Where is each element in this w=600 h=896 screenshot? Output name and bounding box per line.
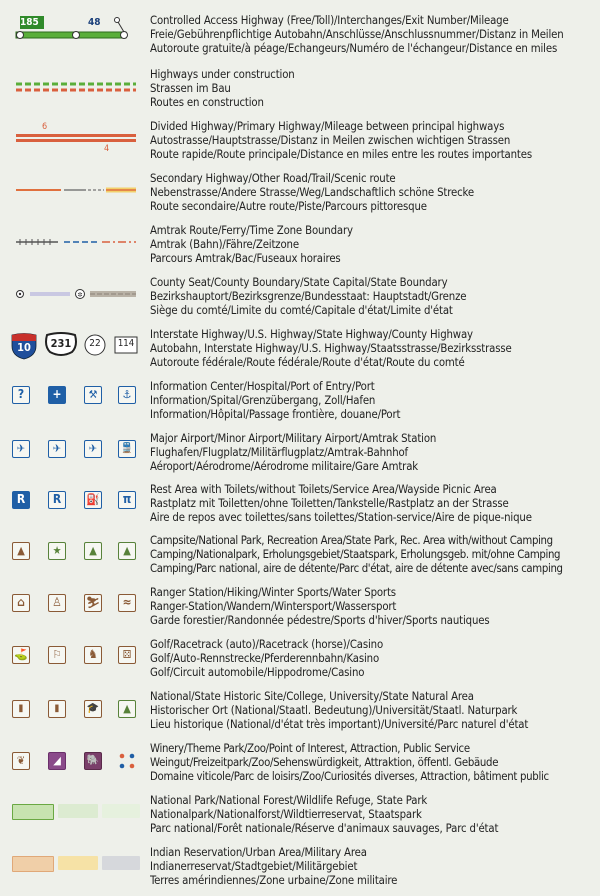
text-english: Controlled Access Highway (Free/Toll)/Interchanges/Exit Number/Mileage: [150, 14, 509, 27]
exit-number-label: 185: [20, 17, 39, 28]
mileage-label: 48: [88, 17, 101, 28]
text-english: Winery/Theme Park/Zoo/Point of Interest, Attraction, Public Service: [150, 742, 470, 755]
state-park-no-camping-icon: ▲: [118, 542, 136, 560]
text-german: Freie/Gebührenpflichtige Autobahn/Anschlüsse/Anschlussnummer/Distanz in Meilen: [150, 28, 564, 41]
legend-row-rest-area: [0, 483, 600, 529]
county-boundary-symbol: [6, 276, 146, 320]
legend-text: [150, 224, 598, 266]
ranger-station-icon: ⌂: [12, 594, 30, 612]
text-german: Flughafen/Flugplatz/Militärflugplatz/Amtrak-Bahnhof: [150, 446, 408, 459]
state-historic-site-icon: ▮: [48, 700, 66, 718]
legend-text: [150, 846, 598, 888]
text-french: Route rapide/Route principale/Distance en miles entre les routes importantes: [150, 148, 532, 161]
text-german: Amtrak (Bahn)/Fähre/Zeitzone: [150, 238, 299, 251]
legend-row-national-park: [0, 794, 600, 840]
text-english: Interstate Highway/U.S. Highway/State Highway/County Highway: [150, 328, 473, 341]
legend-text: [150, 690, 598, 732]
construction-symbol: [6, 68, 146, 112]
text-french: Domaine viticole/Parc de loisirs/Zoo/Curiosités diverses, Attraction, bâtiment public: [150, 770, 549, 783]
text-german: Rastplatz mit Toiletten/ohne Toiletten/Tankstelle/Rastplatz an der Strasse: [150, 497, 509, 510]
text-french: Parcours Amtrak/Bac/Fuseaux horaires: [150, 252, 341, 265]
legend-text: [150, 68, 598, 110]
text-french: Autoroute fédérale/Route fédérale/Route d'état/Route du comté: [150, 356, 465, 369]
legend-text: [150, 638, 598, 680]
text-german: Weingut/Freizeitpark/Zoo/Sehenswürdigkeit, Attraktion, öffentl. Gebäude: [150, 756, 499, 769]
text-german: Ranger-Station/Wandern/Wintersport/Wassersport: [150, 600, 397, 613]
hiking-icon: ♙: [48, 594, 66, 612]
svg-text:✲: ✲: [77, 291, 83, 299]
wildlife-refuge-swatch: [102, 804, 140, 818]
text-german: Information/Spital/Grenzübergang, Zoll/Hafen: [150, 394, 376, 407]
legend-text: [150, 483, 598, 525]
text-french: Terres amérindiennes/Zone urbaine/Zone militaire: [150, 874, 398, 887]
zoo-icon: 🐘: [84, 752, 102, 770]
winter-sports-icon: ⛷: [84, 594, 102, 612]
legend-text: [150, 794, 598, 836]
text-english: Rest Area with Toilets/without Toilets/Service Area/Wayside Picnic Area: [150, 483, 497, 496]
text-french: Garde forestier/Randonnée pédestre/Sports d'hiver/Sports nautiques: [150, 614, 490, 627]
text-french: Siège du comté/Limite du comté/Capitale d'état/Limite d'état: [150, 304, 453, 317]
text-french: Camping/Parc national, aire de détente/Parc d'état, aire de détente avec/sans camping: [150, 562, 563, 575]
rest-area-toilets-icon: R: [12, 491, 30, 509]
hospital-icon: +: [48, 386, 66, 404]
legend-row-information: [0, 380, 600, 426]
legend-row-golf: [0, 638, 600, 684]
information-icon: ?: [12, 386, 30, 404]
text-german: Camping/Nationalpark, Erholungsgebiet/Staatspark, Erholungsgeb. mit/ohne Camping: [150, 548, 561, 561]
us-highway-number: 231: [50, 337, 72, 350]
legend-row-historic: [0, 690, 600, 736]
point-of-interest-icon: [118, 752, 136, 770]
text-german: Autostrasse/Hauptstrasse/Distanz in Meilen zwischen wichtigen Strassen: [150, 134, 511, 147]
auto-racetrack-icon: ⚐: [48, 646, 66, 664]
text-french: Lieu historique (National/d'état très important)/Université/Parc naturel d'état: [150, 718, 529, 731]
picnic-area-icon: π: [118, 491, 136, 509]
indian-reservation-swatch: [12, 856, 54, 872]
legend-text: [150, 172, 598, 214]
service-area-icon: ⛽: [84, 491, 102, 509]
legend-row-amtrak: [0, 224, 600, 268]
amtrak-station-icon: 🚆: [118, 440, 136, 458]
text-english: Divided Highway/Primary Highway/Mileage between principal highways: [150, 120, 505, 133]
text-german: Historischer Ort (National/Staatl. Bedeutung)/Universität/Staatl. Naturpark: [150, 704, 518, 717]
theme-park-icon: ◢: [48, 752, 66, 770]
legend-row-county: [0, 276, 600, 320]
amtrak-route-symbol: [6, 224, 146, 268]
text-german: Golf/Auto-Rennstrecke/Pferderennbahn/Kasino: [150, 652, 380, 665]
text-german: Nationalpark/Nationalforst/Wildtierreservat, Staatspark: [150, 808, 422, 821]
text-french: Parc national/Forêt nationale/Réserve d'animaux sauvages, Parc d'état: [150, 822, 499, 835]
casino-icon: ⚄: [118, 646, 136, 664]
text-french: Routes en construction: [150, 96, 264, 109]
national-park-swatch: [12, 804, 54, 820]
legend-text: [150, 586, 598, 628]
major-airport-icon: ✈: [12, 440, 30, 458]
interstate-number: 10: [17, 341, 31, 354]
winery-icon: ❦: [12, 752, 30, 770]
text-english: Information Center/Hospital/Port of Entry/Port: [150, 380, 375, 393]
text-german: Autobahn, Interstate Highway/U.S. Highway/Staatsstrasse/Bezirksstrasse: [150, 342, 512, 355]
text-french: Aéroport/Aérodrome/Aérodrome militaire/Gare Amtrak: [150, 460, 419, 473]
water-sports-icon: ≈: [118, 594, 136, 612]
legend-text: [150, 432, 598, 474]
minor-airport-icon: ✈: [48, 440, 66, 458]
text-english: National/State Historic Site/College, University/State Natural Area: [150, 690, 474, 703]
rest-area-no-toilets-icon: R: [48, 491, 66, 509]
urban-area-swatch: [58, 856, 98, 870]
text-english: Golf/Racetrack (auto)/Racetrack (horse)/Casino: [150, 638, 384, 651]
legend-text: [150, 380, 598, 422]
military-airport-icon: ✈: [84, 440, 102, 458]
legend-text: [150, 14, 598, 56]
county-highway-number: 114: [117, 338, 135, 349]
text-english: Campsite/National Park, Recreation Area/State Park, Rec. Area with/without Camping: [150, 534, 553, 547]
legend-row-construction: [0, 68, 600, 112]
legend-row-winery: [0, 742, 600, 788]
state-natural-area-icon: ▲: [118, 700, 136, 718]
mileage-top: 6: [42, 122, 48, 132]
text-english: Major Airport/Minor Airport/Military Airport/Amtrak Station: [150, 432, 437, 445]
text-german: Nebenstrasse/Andere Strasse/Weg/Landschaftlich schöne Strecke: [150, 186, 474, 199]
legend-row-campsite: [0, 534, 600, 580]
legend-row-secondary: [0, 172, 600, 216]
text-german: Indianerreservat/Stadtgebiet/Militärgebiet: [150, 860, 358, 873]
university-icon: 🎓: [84, 700, 102, 718]
campsite-icon: ▲: [12, 542, 30, 560]
national-forest-swatch: [58, 804, 98, 818]
text-english: Indian Reservation/Urban Area/Military Area: [150, 846, 367, 859]
text-french: Aire de repos avec toilettes/sans toilettes/Station-service/Aire de pique-nique: [150, 511, 532, 524]
horse-racetrack-icon: ♞: [84, 646, 102, 664]
text-german: Bezirkshauptort/Bezirksgrenze/Bundesstaat: Hauptstadt/Grenze: [150, 290, 467, 303]
state-highway-number: 22: [89, 338, 101, 349]
legend-text: [150, 120, 598, 162]
text-english: County Seat/County Boundary/State Capital/State Boundary: [150, 276, 448, 289]
text-french: Autoroute gratuite/à péage/Echangeurs/Numéro de l'échangeur/Distance en miles: [150, 42, 558, 55]
legend-row-airport: [0, 432, 600, 478]
text-english: Amtrak Route/Ferry/Time Zone Boundary: [150, 224, 353, 237]
legend-text: [150, 742, 598, 784]
divided-highway-symbol: [6, 120, 146, 164]
legend-text: [150, 328, 598, 370]
text-french: Information/Hôpital/Passage frontière, douane/Port: [150, 408, 401, 421]
military-area-swatch: [102, 856, 140, 870]
legend-text: [150, 534, 598, 576]
mileage-bottom: 4: [104, 144, 110, 154]
legend-text: [150, 276, 598, 318]
text-german: Strassen im Bau: [150, 82, 231, 95]
text-english: Highways under construction: [150, 68, 295, 81]
text-french: Route secondaire/Autre route/Piste/Parcours pittoresque: [150, 200, 427, 213]
golf-icon: ⛳: [12, 646, 30, 664]
legend-row-controlled-access: [0, 14, 600, 60]
text-english: Secondary Highway/Other Road/Trail/Scenic route: [150, 172, 396, 185]
secondary-road-symbol: [6, 172, 146, 216]
port-of-entry-icon: ⚒: [84, 386, 102, 404]
national-park-icon: ★: [48, 542, 66, 560]
text-english: Ranger Station/Hiking/Winter Sports/Water Sports: [150, 586, 396, 599]
state-park-camping-icon: ▲: [84, 542, 102, 560]
legend-row-ranger: [0, 586, 600, 632]
national-historic-site-icon: ▮: [12, 700, 30, 718]
legend-row-interstate: [0, 328, 600, 374]
legend-row-divided: [0, 120, 600, 166]
text-french: Golf/Circuit automobile/Hippodrome/Casino: [150, 666, 365, 679]
anchor-icon: ⚓: [118, 386, 136, 404]
legend-row-indian-reservation: [0, 846, 600, 892]
text-english: National Park/National Forest/Wildlife Refuge, State Park: [150, 794, 428, 807]
